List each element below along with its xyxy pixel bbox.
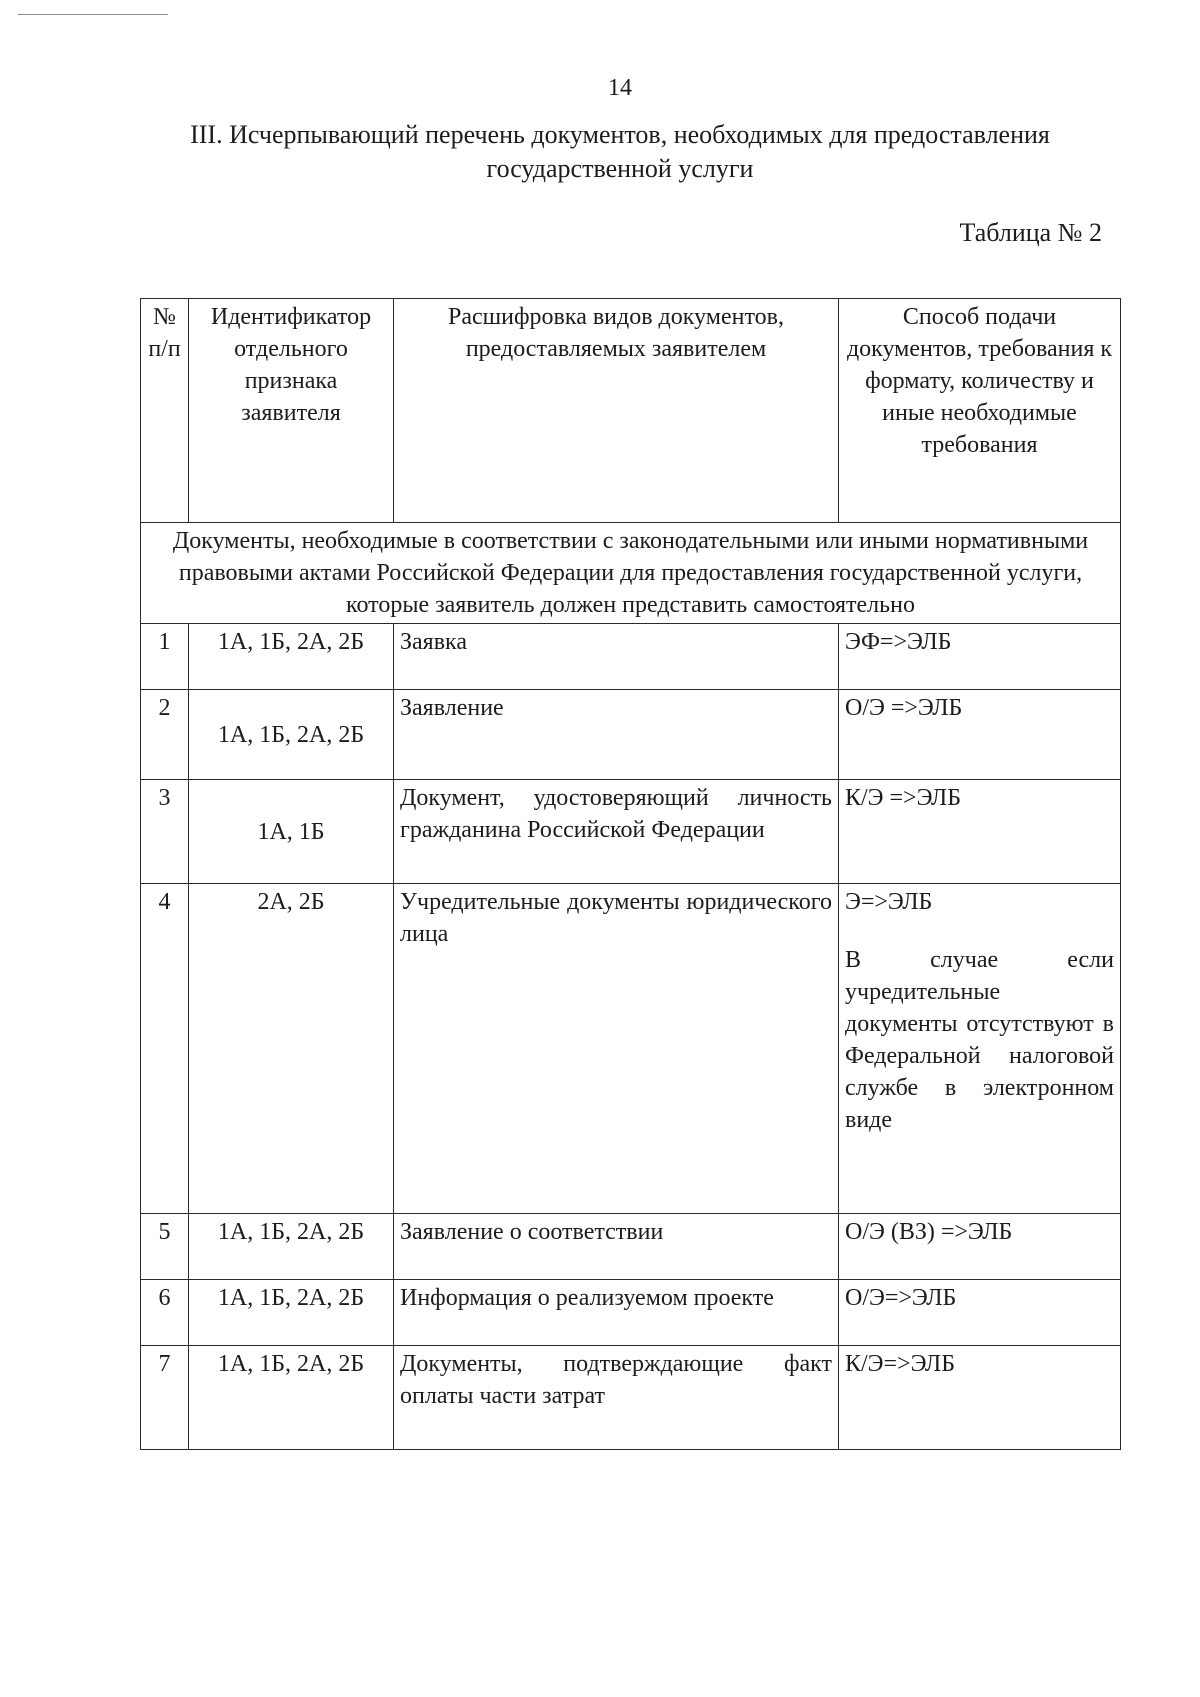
- row-identifier: 1А, 1Б, 2А, 2Б: [189, 1214, 394, 1280]
- row-number: 3: [141, 780, 189, 884]
- row-method: Э=>ЭЛБ: [845, 889, 933, 915]
- row-identifier: 2А, 2Б: [189, 884, 394, 1214]
- header-identifier: Идентификатор отдельного признака заявителя: [189, 299, 394, 523]
- row-number: 5: [141, 1214, 189, 1280]
- table-label: Таблица № 2: [959, 218, 1102, 247]
- row-number: 2: [141, 690, 189, 780]
- table-header-row: [141, 299, 1121, 523]
- row-identifier: 1А, 1Б, 2А, 2Б: [189, 624, 394, 690]
- row-document: Заявление о соответствии: [394, 1214, 839, 1280]
- table-row: [141, 1280, 1121, 1346]
- header-submission-method: Способ подачи документов, требования к формату, количеству и иные необходимые требования: [839, 299, 1121, 523]
- row-method: О/Э=>ЭЛБ: [839, 1280, 1121, 1346]
- row-method-note: В случае если учредительные документы отсутствуют в Федеральной налоговой службе в электронном виде: [845, 947, 1114, 1133]
- row-document: Документ, удостоверяющий личность гражданина Российской Федерации: [394, 780, 839, 884]
- scan-artifact-line: [18, 14, 168, 15]
- table-row: [141, 884, 1121, 1214]
- row-number: 7: [141, 1346, 189, 1450]
- row-document: Заявление: [394, 690, 839, 780]
- row-method: О/Э (ВЗ) =>ЭЛБ: [839, 1214, 1121, 1280]
- row-number: 6: [141, 1280, 189, 1346]
- table-row: [141, 690, 1121, 780]
- row-document: Документы, подтверждающие факт оплаты части затрат: [394, 1346, 839, 1450]
- row-identifier: 1А, 1Б, 2А, 2Б: [189, 1346, 394, 1450]
- row-method-cell: [839, 884, 1121, 1214]
- table-row: [141, 624, 1121, 690]
- section-row: [141, 523, 1121, 624]
- page-title: III. Исчерпывающий перечень документов, необходимых для предоставления государственной услуги: [190, 120, 1050, 183]
- table-row: [141, 1346, 1121, 1450]
- row-number: 1: [141, 624, 189, 690]
- row-method: О/Э =>ЭЛБ: [839, 690, 1121, 780]
- row-document: Заявка: [394, 624, 839, 690]
- header-document-type: Расшифровка видов документов, предоставляемых заявителем: [394, 299, 839, 523]
- documents-table: [140, 298, 1121, 1450]
- table-row: [141, 1214, 1121, 1280]
- row-identifier: 1А, 1Б: [189, 780, 394, 884]
- row-method: ЭФ=>ЭЛБ: [839, 624, 1121, 690]
- section-title: Документы, необходимые в соответствии с законодательными или иными нормативными правовыми актами Российской Федерации для предоставления государственной услуги, которые заявитель должен представить самостоятельно: [141, 523, 1121, 624]
- row-document: Учредительные документы юридического лица: [394, 884, 839, 1214]
- row-identifier: 1А, 1Б, 2А, 2Б: [189, 690, 394, 780]
- page-number: 14: [608, 75, 632, 101]
- row-number: 4: [141, 884, 189, 1214]
- table-row: [141, 780, 1121, 884]
- row-method: К/Э =>ЭЛБ: [839, 780, 1121, 884]
- row-document: Информация о реализуемом проекте: [394, 1280, 839, 1346]
- header-number: № п/п: [141, 299, 189, 523]
- row-identifier: 1А, 1Б, 2А, 2Б: [189, 1280, 394, 1346]
- row-method: К/Э=>ЭЛБ: [839, 1346, 1121, 1450]
